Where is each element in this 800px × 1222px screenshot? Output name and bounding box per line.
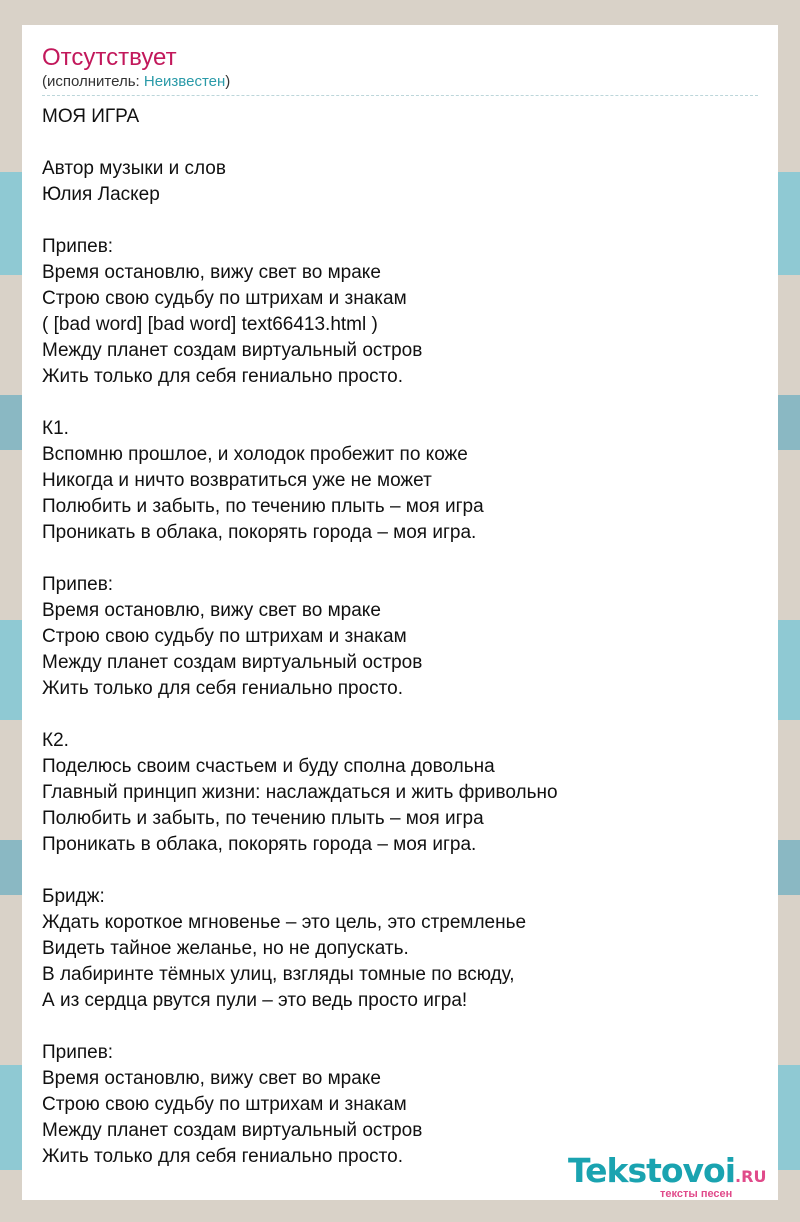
logo-tld: .RU (735, 1167, 767, 1186)
lyric-line: Время остановлю, вижу свет во мраке (42, 600, 381, 621)
lyric-line: Бридж: (42, 886, 105, 907)
lyric-line: Проникать в облака, покорять города – моя игра. (42, 522, 477, 543)
lyric-line: Полюбить и забыть, по течению плыть – моя игра (42, 808, 484, 829)
artist-link[interactable]: Неизвестен (143, 73, 226, 90)
lyric-line: Автор музыки и слов (42, 158, 226, 179)
lyric-line: Припев: (42, 574, 114, 595)
lyric-line (42, 130, 758, 156)
lyric-line: МОЯ ИГРА (42, 106, 140, 127)
lyric-line (42, 702, 758, 728)
lyric-line: Никогда и ничто возвратиться уже не может (42, 470, 432, 491)
lyric-line: Юлия Ласкер (42, 184, 160, 205)
lyrics-text (42, 104, 758, 1170)
lyric-line: К2. (42, 730, 69, 751)
artist-prefix: (исполнитель: (42, 73, 144, 90)
site-logo[interactable] (568, 1152, 774, 1202)
lyric-line: К1. (42, 418, 69, 439)
lyric-line: Между планет создам виртуальный остров (42, 1120, 423, 1141)
lyric-line: Жить только для себя гениально просто. (42, 1146, 403, 1167)
lyrics-page (22, 25, 778, 1200)
lyric-line: Поделюсь своим счастьем и буду сполна довольна (42, 756, 495, 777)
lyric-line: Жить только для себя гениально просто. (42, 366, 403, 387)
lyric-line: Строю свою судьбу по штрихам и знакам (42, 1094, 407, 1115)
lyric-line: В лабиринте тёмных улиц, взгляды томные по всюду, (42, 964, 515, 985)
lyric-line (42, 390, 758, 416)
lyric-line: Припев: (42, 236, 114, 257)
lyric-line: Время остановлю, вижу свет во мраке (42, 262, 381, 283)
lyric-line: Между планет создам виртуальный остров (42, 340, 423, 361)
lyric-line: ( [bad word] [bad word] text66413.html ) (42, 314, 378, 335)
lyric-line: Припев: (42, 1042, 114, 1063)
lyric-line: Вспомню прошлое, и холодок пробежит по коже (42, 444, 468, 465)
lyric-line (42, 858, 758, 884)
lyric-line (42, 546, 758, 572)
artist-line (42, 72, 758, 92)
lyric-line: Жить только для себя гениально просто. (42, 678, 403, 699)
lyric-line: Строю свою судьбу по штрихам и знакам (42, 288, 407, 309)
lyric-line: Время остановлю, вижу свет во мраке (42, 1068, 381, 1089)
lyric-line (42, 1014, 758, 1040)
lyric-line: Строю свою судьбу по штрихам и знакам (42, 626, 407, 647)
lyric-line: Проникать в облака, покорять города – моя игра. (42, 834, 477, 855)
logo-tagline: тексты песен (660, 1188, 733, 1200)
lyric-line: А из сердца рвутся пули – это ведь просто игра! (42, 990, 468, 1011)
lyric-line: Между планет создам виртуальный остров (42, 652, 423, 673)
lyric-line: Видеть тайное желанье, но не допускать. (42, 938, 409, 959)
lyric-line: Полюбить и забыть, по течению плыть – моя игра (42, 496, 484, 517)
artist-suffix: ) (225, 73, 231, 90)
lyric-line (42, 208, 758, 234)
logo-main-text: Tekstovoi (568, 1151, 736, 1190)
song-header (42, 44, 758, 96)
lyric-line: Главный принцип жизни: наслаждаться и жить фривольно (42, 782, 558, 803)
lyric-line: Ждать короткое мгновенье – это цель, это стремленье (42, 912, 527, 933)
song-title: Отсутствует (42, 44, 177, 71)
